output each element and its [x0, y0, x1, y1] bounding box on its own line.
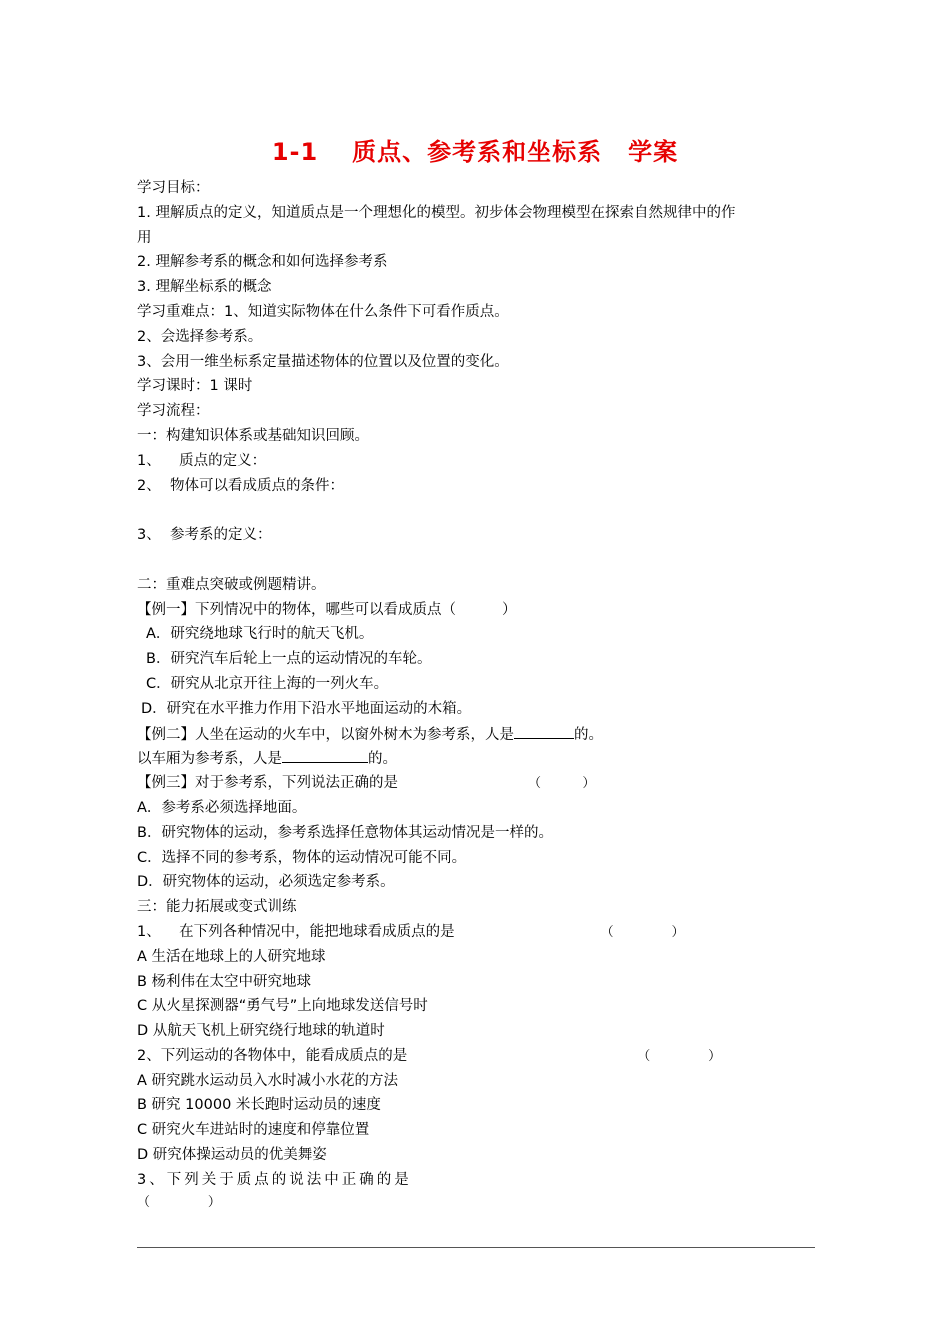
- example-2-line-1: [137, 722, 827, 747]
- goal-2: 2. 理解参考系的概念和如何选择参考系: [137, 254, 388, 271]
- practice-2-option-a: A 研究跳水运动员入水时减小水花的方法: [137, 1072, 399, 1089]
- difficulty-2: 2、会选择参考系。: [137, 328, 263, 345]
- answer-blank[interactable]: [514, 722, 574, 739]
- example-1-stem-text: 【例一】下列情况中的物体，哪些可以看成质点（: [137, 601, 456, 618]
- title-main: 质点、参考系和坐标系: [352, 138, 603, 166]
- example-3-stem-text: 【例三】对于参考系，下列说法正确的是: [137, 775, 398, 792]
- example-3-option-b: B．研究物体的运动，参考系选择任意物体其运动情况是一样的。: [137, 824, 553, 841]
- example-3-paren: （ ）: [528, 776, 596, 792]
- practice-1-option-b: B 杨利伟在太空中研究地球: [137, 973, 312, 990]
- study-period: 学习课时：1 课时: [137, 378, 253, 395]
- practice-1-stem-text: 1、 在下列各种情况中，能把地球看成质点的是: [137, 923, 455, 940]
- practice-1-stem: [137, 920, 827, 945]
- goal-1-line-1: 1. 理解质点的定义，知道质点是一个理想化的模型。初步体会物理模型在探索自然规律中的作: [137, 204, 736, 221]
- example-3-option-a: A．参考系必须选择地面。: [137, 799, 307, 816]
- practice-3-paren: （ ）: [137, 1194, 221, 1210]
- practice-2-stem: [137, 1044, 827, 1069]
- practice-1-option-c: C 从火星探测器“勇气号”上向地球发送信号时: [137, 998, 428, 1015]
- practice-2-option-c: C 研究火车进站时的速度和停靠位置: [137, 1122, 370, 1139]
- document-body: [137, 176, 827, 1213]
- practice-1-paren: （ ）: [600, 924, 685, 940]
- goals-heading: 学习目标：: [137, 180, 210, 196]
- example-2-line-2-text: 以车厢为参考系，人是: [137, 751, 282, 768]
- section-1-q1: 1、 质点的定义：: [137, 452, 267, 469]
- example-1-option-a: A．研究绕地球飞行时的航天飞机。: [146, 626, 374, 643]
- section-2-heading: 二：重难点突破或例题精讲。: [137, 576, 326, 593]
- example-2-line-1-end: 的。: [574, 726, 603, 743]
- example-1-paren-close: ）: [502, 601, 517, 618]
- example-3-stem: [137, 771, 827, 796]
- goal-3: 3. 理解坐标系的概念: [137, 279, 272, 296]
- example-3-option-d: D．研究物体的运动，必须选定参考系。: [137, 874, 395, 891]
- example-1-option-b: B．研究汽车后轮上一点的运动情况的车轮。: [146, 651, 432, 668]
- title-number: 1-1: [271, 138, 319, 166]
- footer-divider: [137, 1247, 815, 1248]
- practice-2-option-b: B 研究 10000 米长跑时运动员的速度: [137, 1097, 381, 1114]
- example-2-line-1-text: 【例二】人坐在运动的火车中，以窗外树木为参考系，人是: [137, 726, 514, 743]
- practice-3-stem: 3、下列关于质点的说法中正确的是: [137, 1171, 412, 1188]
- practice-2-paren: （ ）: [637, 1048, 722, 1064]
- practice-2-stem-text: 2、下列运动的各物体中，能看成质点的是: [137, 1047, 408, 1064]
- example-1-option-c: C．研究从北京开往上海的一列火车。: [146, 675, 389, 692]
- section-1-q2: 2、 物体可以看成质点的条件：: [137, 477, 344, 494]
- goal-1-line-2: 用: [137, 229, 152, 246]
- example-2-line-2-end: 的。: [368, 751, 397, 768]
- difficulty-3: 3、会用一维坐标系定量描述物体的位置以及位置的变化。: [137, 353, 509, 370]
- study-flow: 学习流程：: [137, 403, 210, 420]
- example-3-option-c: C．选择不同的参考系，物体的运动情况可能不同。: [137, 849, 467, 866]
- page-title: [0, 132, 950, 167]
- practice-1-option-d: D 从航天飞机上研究绕行地球的轨道时: [137, 1023, 385, 1040]
- section-1-q3: 3、 参考系的定义：: [137, 527, 272, 544]
- answer-blank[interactable]: [282, 746, 368, 763]
- section-3-heading: 三：能力拓展或变式训练: [137, 899, 297, 916]
- section-1-heading: 一：构建知识体系或基础知识回顾。: [137, 427, 369, 444]
- title-suffix: 学案: [628, 138, 679, 166]
- example-1-stem: [137, 598, 827, 623]
- practice-1-option-a: A 生活在地球上的人研究地球: [137, 948, 326, 965]
- example-1-option-d: D．研究在水平推力作用下沿水平地面运动的木箱。: [141, 700, 472, 717]
- practice-2-option-d: D 研究体操运动员的优美舞姿: [137, 1147, 327, 1164]
- example-2-line-2: [137, 746, 827, 771]
- difficulty-1: 学习重难点：1、知道实际物体在什么条件下可看作质点。: [137, 303, 509, 320]
